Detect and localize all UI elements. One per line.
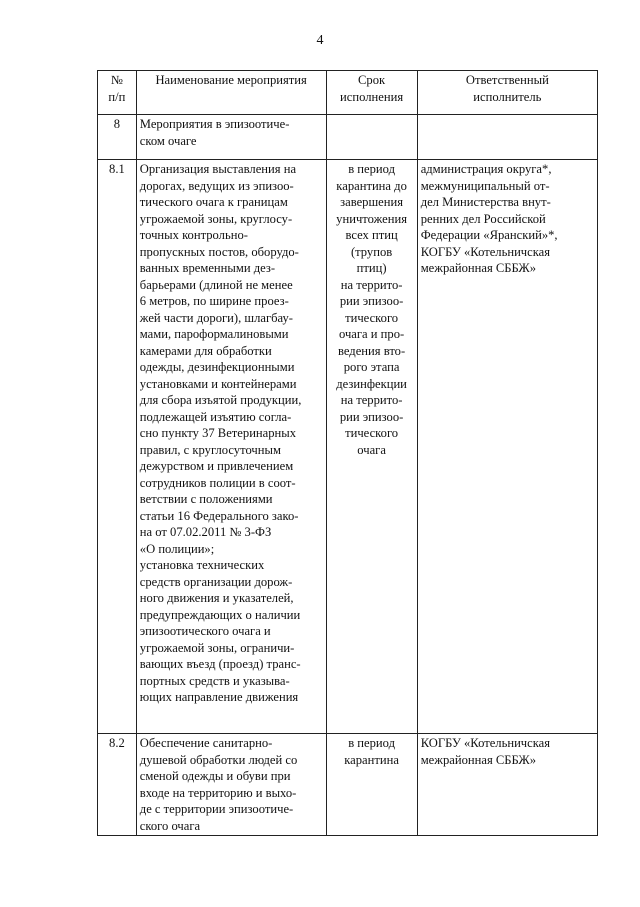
row-number: 8 [98, 115, 137, 160]
cell-text-line: карантина [344, 752, 399, 767]
cell-text-line: сменой одежды и обуви при [139, 769, 291, 783]
cell-text-line: Ответственный [465, 73, 549, 87]
cell-text-line: тического [345, 426, 399, 440]
cell-text-line: исполнитель [473, 89, 542, 104]
row-measure-name [136, 115, 326, 160]
cell-text-line: пропускных постов, оборудо- [139, 244, 299, 259]
header-responsible [417, 71, 597, 115]
row-deadline [326, 115, 417, 160]
cell-text-line: сотрудников полиции в соот- [139, 475, 296, 490]
header-measure-name [136, 71, 326, 115]
row-number: 8.2 [98, 734, 137, 836]
cell-text-line: № [110, 73, 123, 87]
cell-text-line: установка технических [139, 558, 265, 572]
cell-text-line: очага [357, 442, 386, 457]
cell-text-line: птиц) [356, 261, 387, 275]
cell-text-line: на террито- [340, 277, 403, 292]
row-deadline [326, 734, 417, 836]
cell-text-line: Обеспечение санитарно- [139, 736, 273, 750]
cell-text-line: для сбора изъятой продукции, [139, 393, 302, 407]
cell-text-line: ренних дел Российской [420, 211, 546, 226]
row-deadline [326, 160, 417, 734]
cell-text-line: портных средств и указыва- [139, 673, 290, 688]
cell-text-line: Наименование мероприятия [155, 73, 307, 87]
cell-text-line: ском очаге [139, 133, 197, 148]
cell-text-line: точных контрольно- [139, 228, 248, 242]
cell-text-line: (трупов [350, 244, 393, 259]
cell-text-line: межрайонная СББЖ» [420, 752, 537, 767]
cell-text-line: межрайонная СББЖ» [420, 261, 537, 275]
cell-text-line: средств организации дорож- [139, 574, 293, 589]
table-row [98, 734, 598, 836]
row-measure-name [136, 734, 326, 836]
cell-text-line: ющих направление движения [139, 690, 299, 704]
cell-text-line: эпизоотического очага и [139, 624, 271, 638]
cell-text-line: Мероприятия в эпизоотиче- [139, 117, 290, 131]
cell-text-line: душевой обработки людей со [139, 752, 298, 767]
cell-text-line: угрожаемой зоны, ограничи- [139, 640, 295, 655]
cell-text-line: подлежащей изъятию согла- [139, 409, 292, 424]
cell-text-line: Федерации «Яранский»*, [420, 228, 558, 242]
cell-text-line: «О полиции»; [139, 541, 215, 556]
cell-text-line: ного движения и указателей, [139, 591, 294, 605]
table-header-row [98, 71, 598, 115]
cell-text-line: в период [348, 162, 395, 176]
cell-text-line: сно пункту 37 Ветеринарных [139, 426, 297, 440]
row-responsible [417, 160, 597, 734]
cell-text-line: на террито- [340, 393, 403, 407]
cell-text-line: камерами для обработки [139, 343, 272, 358]
cell-text-line: мами, пароформалиновыми [139, 327, 289, 341]
cell-text-line: Организация выставления на [139, 162, 297, 176]
table-row [98, 115, 598, 160]
cell-text-line: де с территории эпизоотиче- [139, 802, 294, 816]
cell-text-line: уничтожения [336, 211, 407, 226]
cell-text-line: жей части дороги), шлагбау- [139, 310, 293, 325]
cell-text-line: 6 метров, по ширине проез- [139, 294, 289, 308]
cell-text-line: ведения вто- [338, 343, 406, 358]
cell-text-line: завершения [340, 195, 404, 209]
cell-text-line: на от 07.02.2011 № 3-ФЗ [139, 525, 272, 539]
header-number [98, 71, 137, 115]
cell-text-line: статьи 16 Федерального зако- [139, 508, 299, 523]
cell-text-line: рого этапа [343, 360, 400, 374]
cell-text-line: ванных временными дез- [139, 261, 276, 275]
cell-text-line: всех птиц [345, 228, 398, 242]
cell-text-line: установками и контейнерами [139, 376, 297, 391]
cell-text-line: одежды, дезинфекционными [139, 360, 295, 374]
cell-text-line: ского очага [139, 818, 201, 833]
table-row [98, 160, 598, 734]
measures-table [97, 70, 598, 836]
cell-text-line: администрация округа*, [420, 162, 552, 176]
cell-text-line: исполнения [340, 89, 404, 104]
page-number: 4 [316, 33, 324, 48]
cell-text-line: барьерами (длиной не менее [139, 277, 293, 292]
cell-text-line: КОГБУ «Котельничская [420, 244, 551, 259]
cell-text-line: угрожаемой зоны, круглосу- [139, 211, 293, 226]
row-responsible [417, 115, 597, 160]
cell-text-line: дезинфекции [336, 376, 407, 391]
cell-text-line: дорогах, ведущих из эпизоо- [139, 178, 294, 193]
cell-text-line: предупреждающих о наличии [139, 607, 301, 622]
cell-text-line: входе на территорию и выхо- [139, 785, 297, 800]
cell-text-line: КОГБУ «Котельничская [420, 736, 551, 750]
cell-text-line: ветствии с положениями [139, 492, 273, 506]
cell-text-line: дел Министерства внут- [420, 195, 551, 209]
header-deadline [326, 71, 417, 115]
row-number: 8.1 [98, 160, 137, 734]
cell-text-line: рии эпизоо- [339, 409, 404, 424]
cell-text-line: Срок [358, 73, 386, 87]
cell-text-line: правил, с круглосуточным [139, 442, 281, 457]
cell-text-line: очага и про- [338, 327, 405, 341]
cell-text-line: в период [348, 736, 395, 750]
cell-text-line: тического очага к границам [139, 195, 288, 209]
cell-text-line: дежурством и привлечением [139, 459, 294, 473]
cell-text-line: тического [345, 310, 399, 325]
cell-text-line: рии эпизоо- [339, 294, 404, 308]
cell-text-line: межмуниципальный от- [420, 178, 550, 193]
row-measure-name [136, 160, 326, 734]
cell-text-line: вающих въезд (проезд) транс- [139, 657, 301, 671]
cell-text-line: п/п [108, 89, 126, 104]
row-responsible [417, 734, 597, 836]
cell-text-line: карантина до [336, 178, 407, 193]
